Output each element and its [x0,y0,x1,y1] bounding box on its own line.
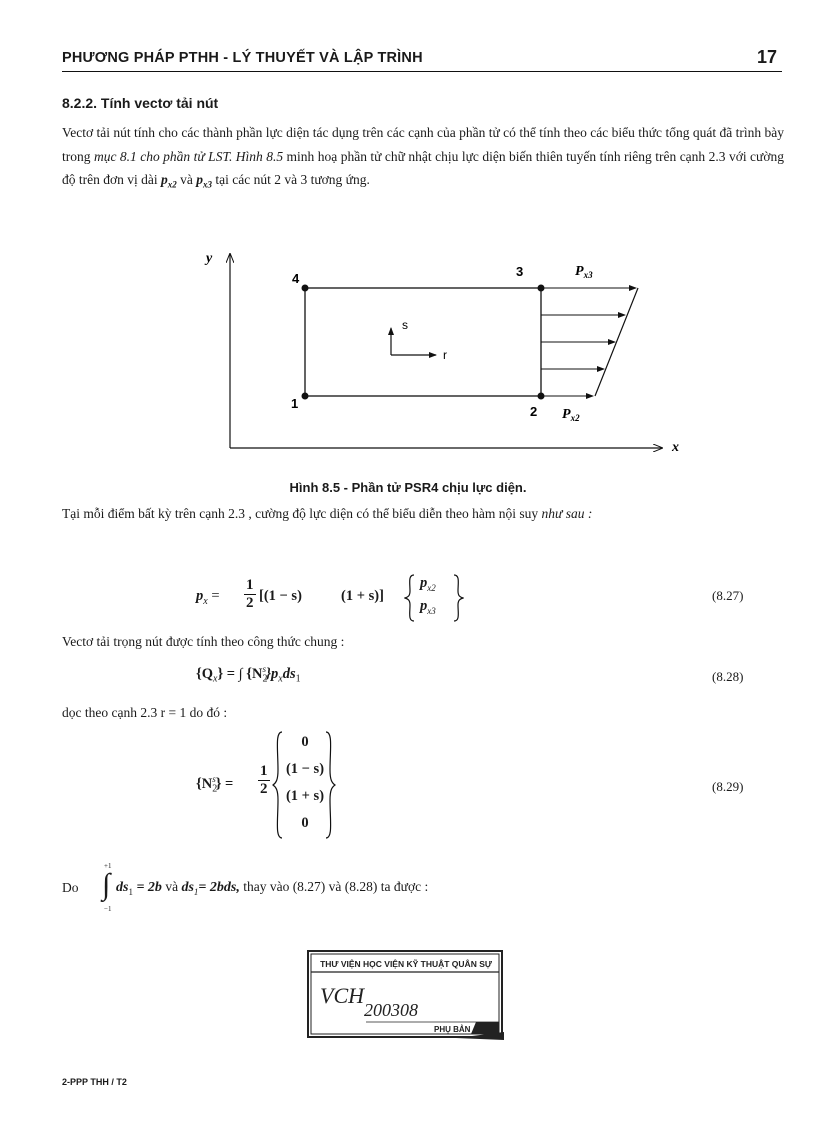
stamp-library-name: THƯ VIỆN HỌC VIỆN KỸ THUẬT QUÂN SỰ [320,959,492,969]
y-axis-label: y [206,251,213,266]
integral-expression: $ds_1 = 2b$ và $ds_1= 2bds$, thay vào (8.27) và (8.28) ta được : [116,879,429,897]
text-along-edge: dọc theo cạnh 2.3 r = 1 do đó : [62,705,228,720]
vector-row: (1 + s) [285,788,325,804]
node-4-label: 4 [292,271,300,286]
integral-sign: +1 ∫ −1 [102,862,112,913]
equation-number-8-27: (8.27) [712,588,744,603]
s-axis-label: s [402,318,408,332]
equation-8-27: $p_x$ = $\frac{1}{2}$ [(1 − s) (1 + s)] $p_{x2}$ $p_{x3}$ [196,573,466,623]
page-number: 17 [757,47,778,67]
load-label-px3: $P_{x3}$ [575,264,593,280]
equation-8-29: $\{N_2^s\}$ = $\frac{1}{2}$ 0 (1 − s) (1 + s) 0 [196,730,356,840]
equation-number-8-29: (8.29) [712,779,744,794]
stamp-graphic [306,948,506,1044]
x-axis-label: x [672,440,679,455]
node-1-dot [302,393,309,400]
node-4-dot [302,285,309,292]
text-general-formula: Vectơ tải trọng nút được tính theo công thức chung : [62,634,345,649]
figure-psr4-element [190,248,690,470]
stamp-label: PHỤ BẢN [434,1025,471,1034]
interpolation-paragraph: Tại mỗi điểm bất kỳ trên cạnh 2.3 , cường độ lực diện có thể biểu diễn theo hàm nội suy như sau : [62,506,593,521]
vector-row: 0 [301,734,309,750]
intro-paragraph: Vectơ tải nút tính cho các thành phần lực diện tác dụng trên các cạnh của phần tử có thể tính theo các biểu thức tổng quát đã trình bày trong mục 8.1 cho phần tử LST. Hình 8.5 minh hoạ phần tử chữ nhật chịu lực diện biến thiên tuyến tính riêng trên cạnh 2.3 với cường độ trên đơn vị dài $p_{x2}$ và $p_{x3}$ tại các nút 2 và 3 tương ứng. [62,125,784,190]
vector-row: (1 − s) [285,761,325,777]
node-1-label: 1 [291,396,299,411]
footer-code: 2-PPP THH / T2 [62,1077,127,1087]
running-header-title: PHƯƠNG PHÁP PTHH - LÝ THUYẾT VÀ LẬP TRÌNH [62,50,423,66]
library-stamp [306,948,506,1044]
element-rectangle [305,288,541,396]
r-axis-label: r [443,348,447,362]
load-label-px2: $P_{x2}$ [562,407,580,423]
equation-number-8-28: (8.28) [712,669,744,684]
section-heading: 8.2.2. Tính vectơ tải nút [62,95,219,111]
node-3-label: 3 [516,264,524,279]
header-rule [62,71,782,72]
stamp-number: 200308 [364,1000,418,1020]
equation-8-28: $\{Q_x\}$ = ∫ $\{N_2^s\}p_xds_1$ [196,664,301,685]
stamp-handwritten: VCH [320,983,364,1008]
node-2-label: 2 [530,404,538,419]
figure-caption: Hình 8.5 - Phần tử PSR4 chịu lực diện. [289,480,527,495]
text-integral-substitution: Do [62,880,79,895]
vector-row: 0 [301,815,309,831]
